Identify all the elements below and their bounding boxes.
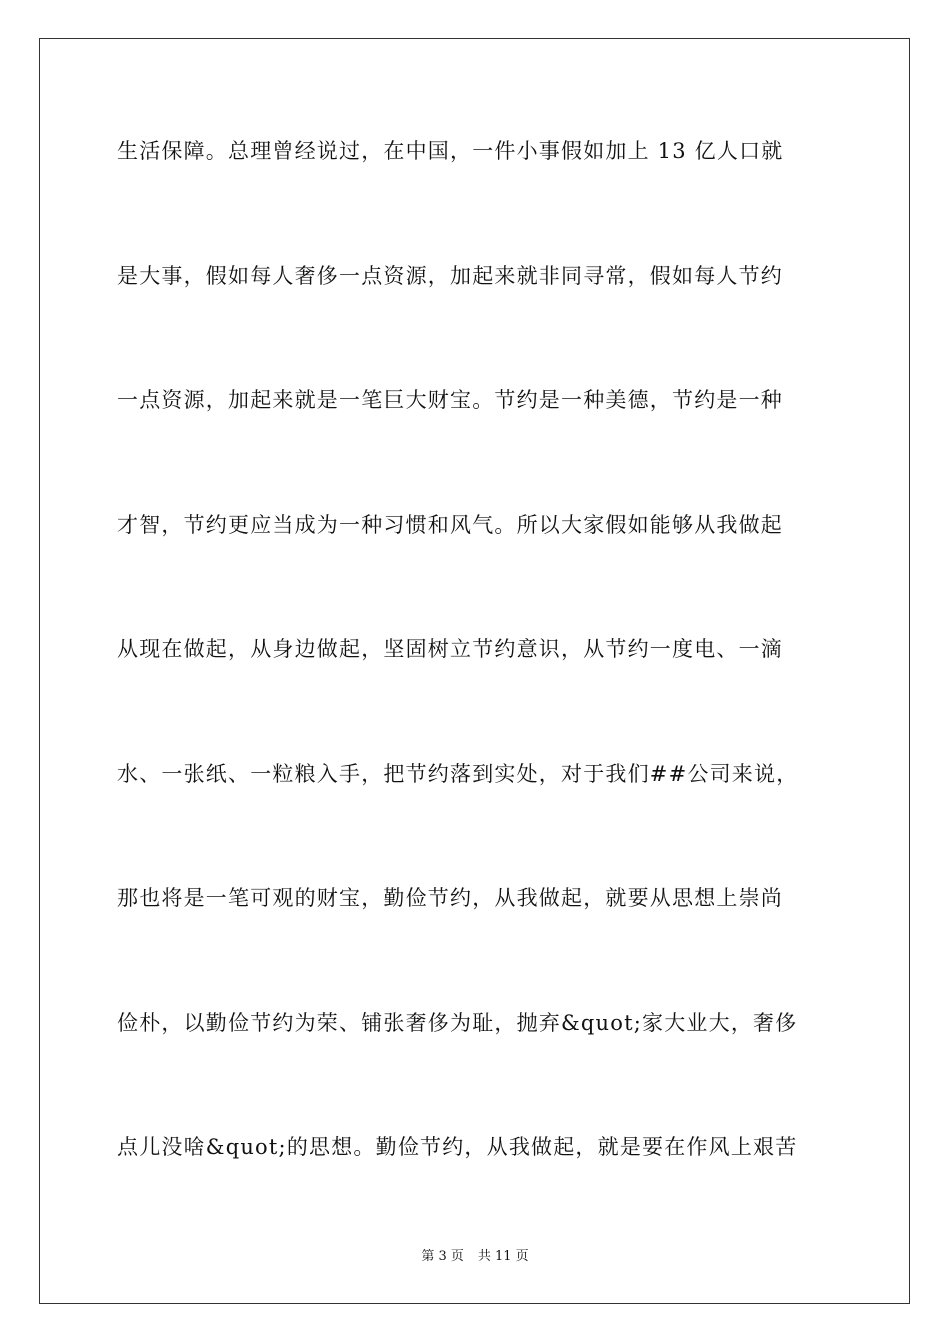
body-text-line: 那也将是一笔可观的财宝，勤俭节约，从我做起，就要从思想上崇尚 [117,886,783,910]
body-text-line: 是大事，假如每人奢侈一点资源，加起来就非同寻常，假如每人节约 [117,264,783,288]
page-number: 第 3 页 [421,1249,464,1264]
body-text-line: 才智，节约更应当成为一种习惯和风气。所以大家假如能够从我做起 [117,513,783,537]
body-text-line: 俭朴，以勤俭节约为荣、铺张奢侈为耻，抛弃&quot;家大业大，奢侈 [117,1011,798,1035]
body-text-line: 从现在做起，从身边做起，坚固树立节约意识，从节约一度电、一滴 [117,637,783,661]
total-pages: 共 11 页 [477,1249,529,1264]
body-text-line: 点儿没啥&quot;的思想。勤俭节约，从我做起，就是要在作风上艰苦 [117,1135,798,1159]
page-footer [0,1248,950,1266]
body-text-line: 一点资源，加起来就是一笔巨大财宝。节约是一种美德，节约是一种 [117,388,783,412]
body-text-line: 生活保障。总理曾经说过，在中国，一件小事假如加上 13 亿人口就 [117,139,784,163]
page-border [39,38,910,1304]
body-text-line: 水、一张纸、一粒粮入手，把节约落到实处，对于我们##公司来说， [117,762,799,786]
